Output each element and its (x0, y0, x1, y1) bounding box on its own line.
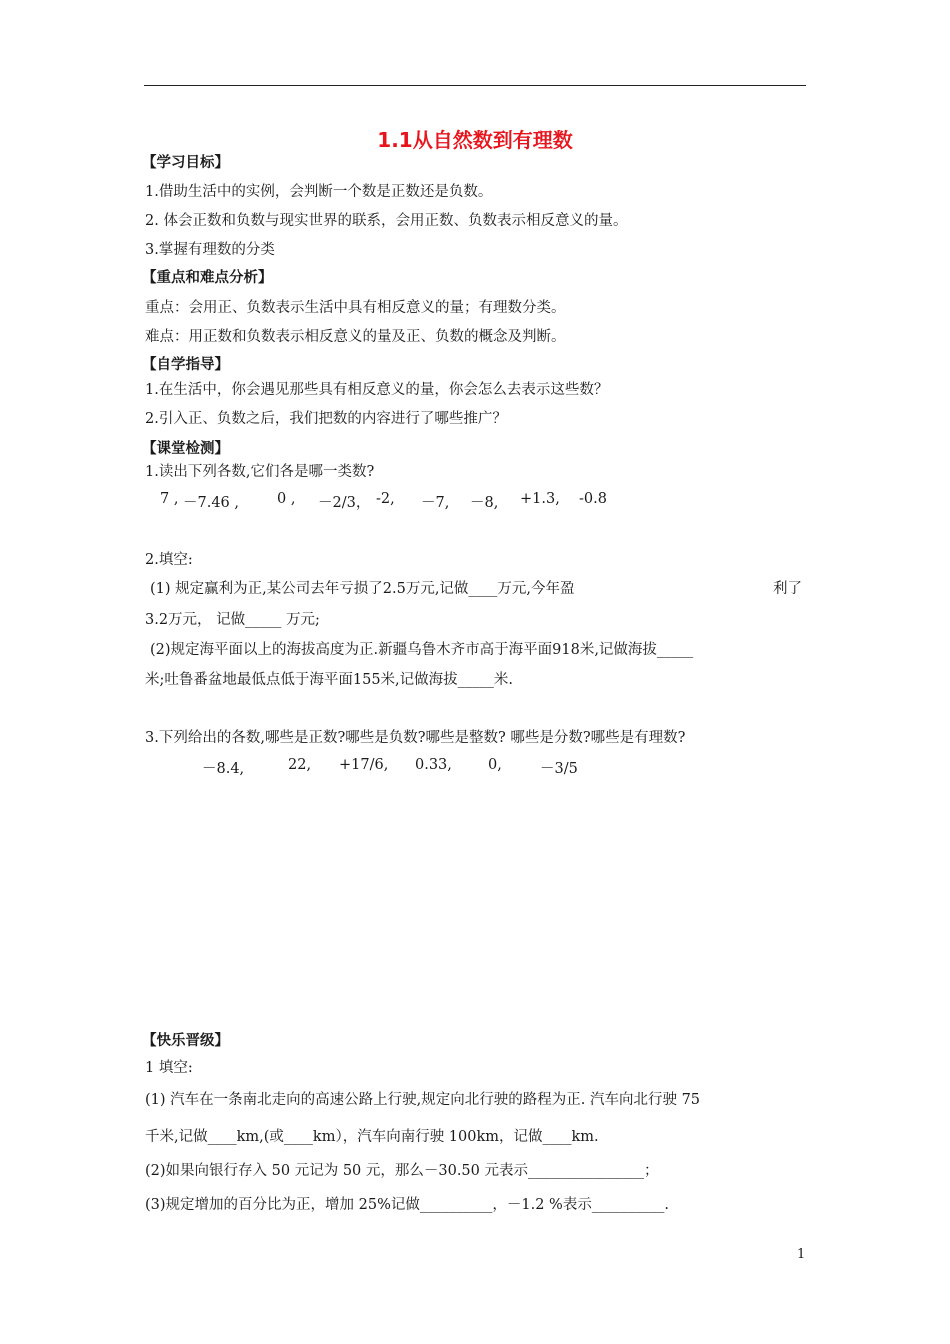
question-2-1-tail: 利了 (773, 581, 802, 597)
classroom-heading: 【课堂检测】 (142, 441, 229, 457)
advance-line: (3)规定增加的百分比为正，增加 25%记做__________，－1.2 %表示__________. (145, 1197, 669, 1213)
advance-heading: 【快乐晋级】 (142, 1033, 229, 1049)
number-item: 0 , (277, 491, 296, 507)
question-2: 2.填空: (145, 552, 193, 568)
question-2-2-cont: 米;吐鲁番盆地最低点低于海平面155米,记做海拔_____米. (145, 672, 514, 688)
number-item: －2/3， (318, 495, 371, 511)
question-3: 3.下列给出的各数,哪些是正数?哪些是负数?哪些是整数? 哪些是分数?哪些是有理数? (145, 730, 686, 746)
number-item: －7, (421, 495, 450, 511)
keypoints-heading: 【重点和难点分析】 (142, 270, 273, 286)
advance-intro: 1 填空: (145, 1060, 193, 1076)
keypoint-item: 难点：用正数和负数表示相反意义的量及正、负数的概念及判断。 (145, 329, 566, 345)
number-item: －8, (470, 495, 499, 511)
question-1: 1.读出下列各数,它们各是哪一类数? (145, 464, 375, 480)
number-item: 22, (288, 757, 312, 773)
advance-line: 千米,记做____km,(或____km），汽车向南行驶 100km，记做____km. (145, 1129, 599, 1145)
number-item: 0.33, (415, 757, 452, 773)
objectives-heading: 【学习目标】 (142, 155, 229, 171)
number-item: -2, (376, 491, 395, 507)
number-item: －7.46 , (183, 495, 240, 511)
objective-item: 3.掌握有理数的分类 (145, 242, 275, 258)
question-2-1-cont: 3.2万元， 记做_____ 万元; (145, 612, 320, 628)
number-item: -0.8 (579, 491, 607, 507)
number-item: +1.3, (520, 491, 560, 507)
question-2-2: (2)规定海平面以上的海拔高度为正.新疆乌鲁木齐市高于海平面918米,记做海拔_____ (150, 642, 694, 658)
selfstudy-item: 2.引入正、负数之后，我们把数的内容进行了哪些推广？ (145, 411, 507, 427)
advance-line: (2)如果向银行存入 50 元记为 50 元，那么－30.50 元表示________________； (145, 1163, 659, 1179)
number-item: 7 , (160, 491, 179, 507)
question-2-1: (1) 规定赢利为正,某公司去年亏损了2.5万元,记做____万元,今年盈 (150, 581, 575, 597)
number-item: －3/5 (540, 761, 578, 777)
page-title: 1.1从自然数到有理数 (377, 128, 573, 152)
selfstudy-heading: 【自学指导】 (142, 357, 229, 373)
objective-item: 2. 体会正数和负数与现实世界的联系，会用正数、负数表示相反意义的量。 (145, 213, 628, 229)
header-rule (144, 85, 806, 86)
number-item: －8.4, (202, 761, 245, 777)
number-item: +17/6, (339, 757, 389, 773)
selfstudy-item: 1.在生活中，你会遇见那些具有相反意义的量，你会怎么去表示这些数？ (145, 382, 609, 398)
keypoint-item: 重点：会用正、负数表示生活中具有相反意义的量；有理数分类。 (145, 300, 566, 316)
number-item: 0, (488, 757, 502, 773)
objective-item: 1.借助生活中的实例，会判断一个数是正数还是负数。 (145, 184, 493, 200)
advance-line: (1) 汽车在一条南北走向的高速公路上行驶,规定向北行驶的路程为正. 汽车向北行驶 75 (145, 1092, 701, 1108)
page-number: 1 (797, 1247, 806, 1262)
